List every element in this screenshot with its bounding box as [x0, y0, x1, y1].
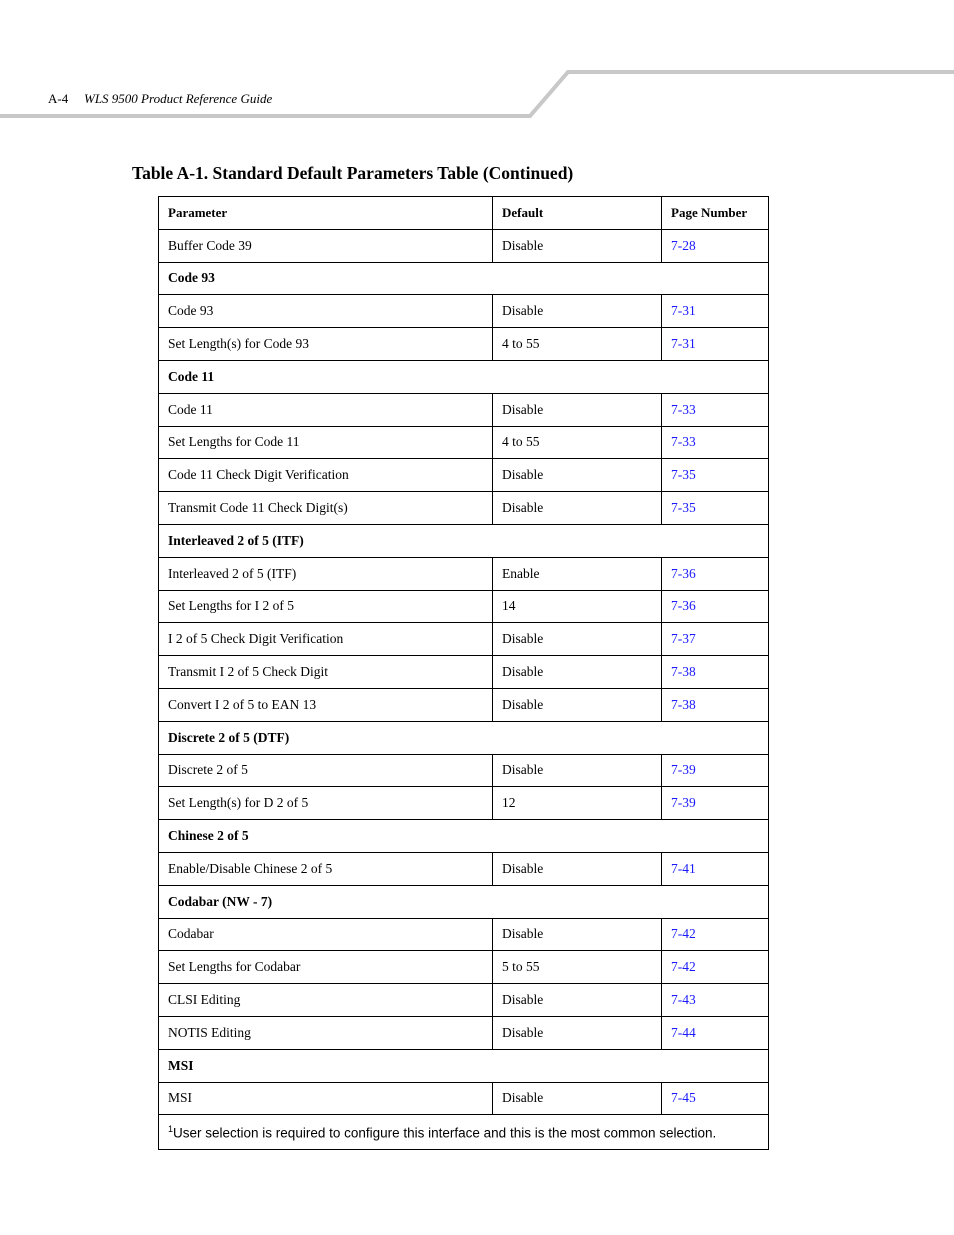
- page-link[interactable]: 7-43: [671, 992, 696, 1008]
- cell-default: Disable: [493, 852, 662, 885]
- cell-parameter: Set Lengths for Codabar: [159, 951, 493, 984]
- table-header-row: [159, 197, 769, 230]
- cell-page-number: [662, 459, 769, 492]
- table-row: [159, 393, 769, 426]
- cell-default: 5 to 55: [493, 951, 662, 984]
- table-row: [159, 590, 769, 623]
- page-link[interactable]: 7-35: [671, 500, 696, 516]
- cell-default: Enable: [493, 557, 662, 590]
- footnote-row: [159, 1115, 769, 1150]
- cell-default: Disable: [493, 623, 662, 656]
- page-link[interactable]: 7-39: [671, 795, 696, 811]
- footnote-marker: 1: [168, 1124, 174, 1135]
- cell-parameter: Set Lengths for I 2 of 5: [159, 590, 493, 623]
- page-link[interactable]: 7-45: [671, 1090, 696, 1106]
- page-link[interactable]: 7-28: [671, 237, 696, 253]
- page-link[interactable]: 7-36: [671, 565, 696, 581]
- cell-parameter: Interleaved 2 of 5 (ITF): [159, 557, 493, 590]
- page-link[interactable]: 7-33: [671, 401, 696, 417]
- cell-parameter: NOTIS Editing: [159, 1016, 493, 1049]
- cell-parameter: Transmit I 2 of 5 Check Digit: [159, 656, 493, 689]
- table-body: [159, 229, 769, 1115]
- cell-default: Disable: [493, 1082, 662, 1115]
- cell-parameter: Codabar: [159, 918, 493, 951]
- cell-parameter: Convert I 2 of 5 to EAN 13: [159, 688, 493, 721]
- cell-default: 4 to 55: [493, 426, 662, 459]
- cell-default: Disable: [493, 984, 662, 1017]
- table-title: Table A-1. Standard Default Parameters Table (Continued): [132, 163, 574, 183]
- section-row: [159, 262, 769, 295]
- table-row: [159, 426, 769, 459]
- table-row: [159, 492, 769, 525]
- page-link[interactable]: 7-42: [671, 959, 696, 975]
- section-heading: Discrete 2 of 5 (DTF): [159, 721, 769, 754]
- cell-default: 12: [493, 787, 662, 820]
- cell-parameter: Code 93: [159, 295, 493, 328]
- cell-page-number: [662, 295, 769, 328]
- page-link[interactable]: 7-38: [671, 696, 696, 712]
- cell-page-number: [662, 590, 769, 623]
- cell-page-number: [662, 393, 769, 426]
- cell-default: Disable: [493, 295, 662, 328]
- table-row: [159, 557, 769, 590]
- section-heading: Chinese 2 of 5: [159, 820, 769, 853]
- cell-parameter: I 2 of 5 Check Digit Verification: [159, 623, 493, 656]
- column-header-page-number: Page Number: [662, 197, 769, 230]
- table-row: [159, 328, 769, 361]
- page-link[interactable]: 7-41: [671, 860, 696, 876]
- cell-default: Disable: [493, 918, 662, 951]
- cell-parameter: Discrete 2 of 5: [159, 754, 493, 787]
- table-row: [159, 688, 769, 721]
- section-heading: Code 93: [159, 262, 769, 295]
- page-link[interactable]: 7-31: [671, 336, 696, 352]
- page-link[interactable]: 7-35: [671, 467, 696, 483]
- footnote: [159, 1115, 769, 1150]
- cell-page-number: [662, 852, 769, 885]
- cell-parameter: Set Lengths for Code 11: [159, 426, 493, 459]
- cell-default: Disable: [493, 688, 662, 721]
- cell-page-number: [662, 492, 769, 525]
- cell-default: Disable: [493, 754, 662, 787]
- cell-page-number: [662, 688, 769, 721]
- table-row: [159, 984, 769, 1017]
- cell-parameter: Code 11: [159, 393, 493, 426]
- section-row: [159, 721, 769, 754]
- section-heading: Code 11: [159, 360, 769, 393]
- table-row: [159, 754, 769, 787]
- cell-page-number: [662, 787, 769, 820]
- table-row: [159, 229, 769, 262]
- page-number: A-4: [48, 91, 69, 106]
- section-heading: Interleaved 2 of 5 (ITF): [159, 524, 769, 557]
- cell-default: Disable: [493, 229, 662, 262]
- cell-default: 14: [493, 590, 662, 623]
- page-link[interactable]: 7-31: [671, 303, 696, 319]
- parameters-table: [158, 196, 769, 1150]
- cell-parameter: MSI: [159, 1082, 493, 1115]
- cell-parameter: CLSI Editing: [159, 984, 493, 1017]
- cell-default: 4 to 55: [493, 328, 662, 361]
- table-row: [159, 459, 769, 492]
- cell-page-number: [662, 623, 769, 656]
- page-link[interactable]: 7-44: [671, 1024, 696, 1040]
- column-header-parameter: Parameter: [159, 197, 493, 230]
- page-link[interactable]: 7-37: [671, 631, 696, 647]
- section-row: [159, 820, 769, 853]
- section-row: [159, 524, 769, 557]
- cell-page-number: [662, 229, 769, 262]
- page-link[interactable]: 7-42: [671, 926, 696, 942]
- section-row: [159, 1049, 769, 1082]
- cell-page-number: [662, 1082, 769, 1115]
- page-link[interactable]: 7-33: [671, 434, 696, 450]
- cell-page-number: [662, 426, 769, 459]
- table-row: [159, 623, 769, 656]
- page-link[interactable]: 7-39: [671, 762, 696, 778]
- cell-default: Disable: [493, 492, 662, 525]
- table-row: [159, 1016, 769, 1049]
- cell-page-number: [662, 656, 769, 689]
- cell-parameter: Set Length(s) for Code 93: [159, 328, 493, 361]
- header-rule: [0, 0, 954, 130]
- cell-parameter: Enable/Disable Chinese 2 of 5: [159, 852, 493, 885]
- page-link[interactable]: 7-36: [671, 598, 696, 614]
- cell-page-number: [662, 557, 769, 590]
- cell-parameter: Buffer Code 39: [159, 229, 493, 262]
- cell-page-number: [662, 918, 769, 951]
- table-row: [159, 787, 769, 820]
- footnote-text: User selection is required to configure this interface and this is the most common selection.: [173, 1125, 717, 1141]
- guide-title: WLS 9500 Product Reference Guide: [84, 91, 273, 106]
- cell-page-number: [662, 1016, 769, 1049]
- table-row: [159, 656, 769, 689]
- cell-parameter: Transmit Code 11 Check Digit(s): [159, 492, 493, 525]
- cell-default: Disable: [493, 393, 662, 426]
- section-row: [159, 885, 769, 918]
- table-row: [159, 295, 769, 328]
- cell-page-number: [662, 754, 769, 787]
- table-row: [159, 918, 769, 951]
- table-row: [159, 1082, 769, 1115]
- section-heading: MSI: [159, 1049, 769, 1082]
- cell-page-number: [662, 328, 769, 361]
- cell-default: Disable: [493, 459, 662, 492]
- table-row: [159, 951, 769, 984]
- cell-default: Disable: [493, 1016, 662, 1049]
- cell-parameter: Code 11 Check Digit Verification: [159, 459, 493, 492]
- cell-page-number: [662, 951, 769, 984]
- column-header-default: Default: [493, 197, 662, 230]
- cell-parameter: Set Length(s) for D 2 of 5: [159, 787, 493, 820]
- page-link[interactable]: 7-38: [671, 664, 696, 680]
- section-heading: Codabar (NW - 7): [159, 885, 769, 918]
- section-row: [159, 360, 769, 393]
- cell-default: Disable: [493, 656, 662, 689]
- table-row: [159, 852, 769, 885]
- cell-page-number: [662, 984, 769, 1017]
